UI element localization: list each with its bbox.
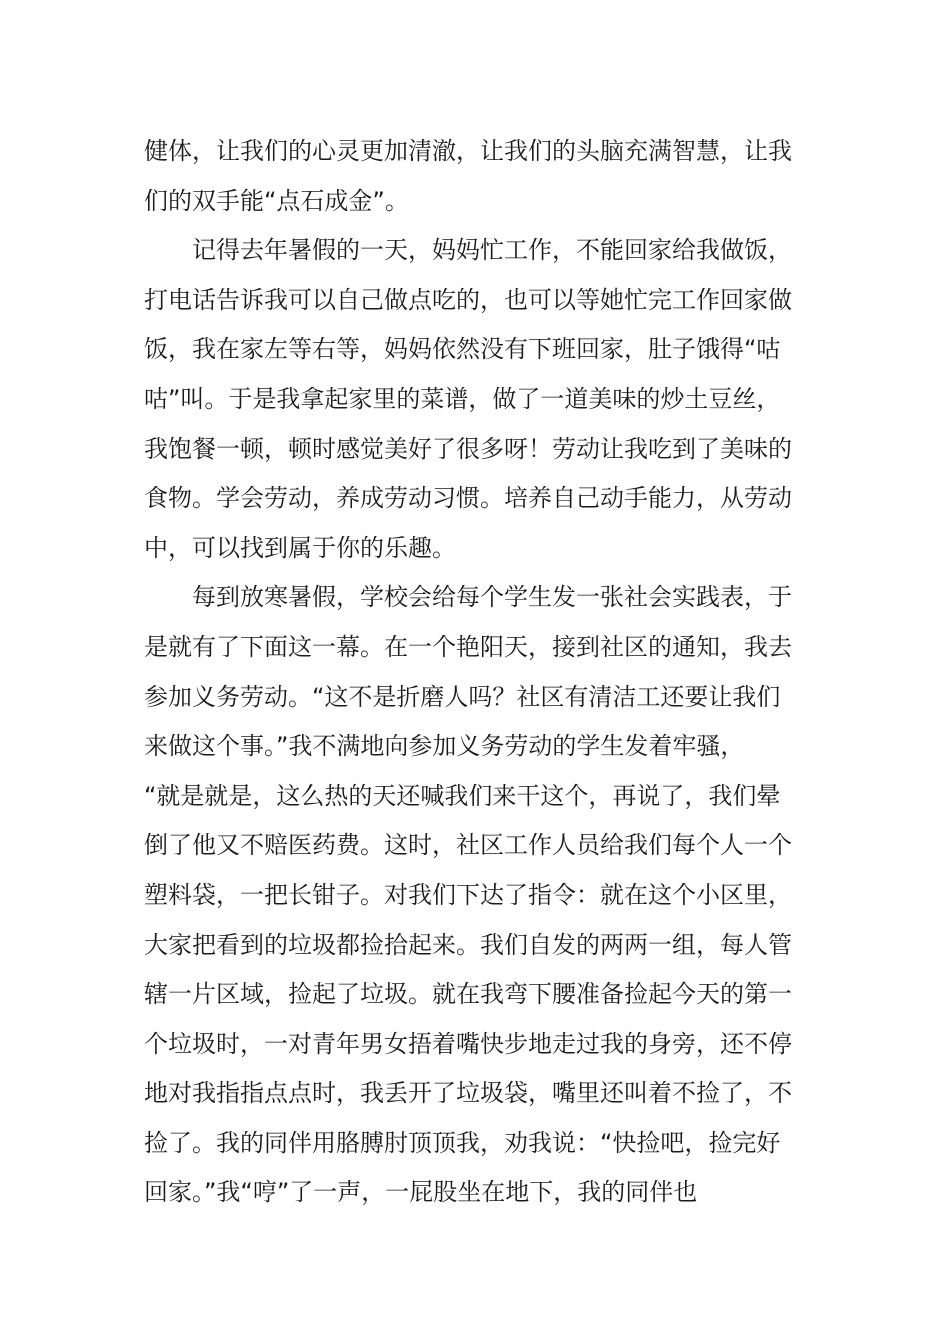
text-line: 倒了他又不赔医药费。这时，社区工作人员给我们每个人一个 [144,831,792,860]
text-line: 们的双手能“点石成金”。 [144,186,409,215]
text-line: 回家。”我“哼”了一声，一屁股坐在地下，我的同伴也 [144,1178,698,1207]
text-line: 塑料袋，一把长钳子。对我们下达了指令：就在这个小区里， [144,880,792,909]
text-line: 是就有了下面这一幕。在一个艳阳天，接到社区的通知，我去 [144,632,792,661]
text-line: 个垃圾时，一对青年男女捂着嘴快步地走过我的身旁，还不停 [144,1029,792,1058]
text-line: 中，可以找到属于你的乐趣。 [144,533,456,562]
text-line: 健体，让我们的心灵更加清澈，让我们的头脑充满智慧，让我 [144,137,792,165]
text-line: 食物。学会劳动，养成劳动习惯。培养自己动手能力，从劳动 [144,484,792,513]
text-line: “就是就是，这么热的天还喊我们来干这个，再说了，我们晕 [144,781,781,810]
text-line: 每到放寒暑假，学校会给每个学生发一张社会实践表，于 [144,583,792,612]
text-line: 参加义务劳动。“这不是折磨人吗？社区有清洁工还要让我们 [144,682,781,711]
text-line: 地对我指指点点时，我丢开了垃圾袋，嘴里还叫着不捡了，不 [144,1079,792,1108]
text-line: 大家把看到的垃圾都捡拾起来。我们自发的两两一组，每人管 [144,930,792,959]
text-line: 饭，我在家左等右等，妈妈依然没有下班回家，肚子饿得“咕 [144,335,781,364]
text-line: 捡了。我的同伴用胳膊肘顶顶我，劝我说：“快捡吧，捡完好 [144,1128,781,1157]
text-line: 记得去年暑假的一天，妈妈忙工作，不能回家给我做饭， [144,236,792,265]
body-text [144,127,794,1218]
text-line: 打电话告诉我可以自己做点吃的，也可以等她忙完工作回家做 [144,285,792,314]
text-line: 我饱餐一顿，顿时感觉美好了很多呀！劳动让我吃到了美味的 [144,434,792,463]
text-line: 来做这个事。”我不满地向参加义务劳动的学生发着牢骚， [144,732,745,761]
text-line: 咕”叫。于是我拿起家里的菜谱，做了一道美味的炒土豆丝， [144,384,781,413]
text-line: 辖一片区域，捡起了垃圾。就在我弯下腰准备捡起今天的第一 [144,980,792,1009]
